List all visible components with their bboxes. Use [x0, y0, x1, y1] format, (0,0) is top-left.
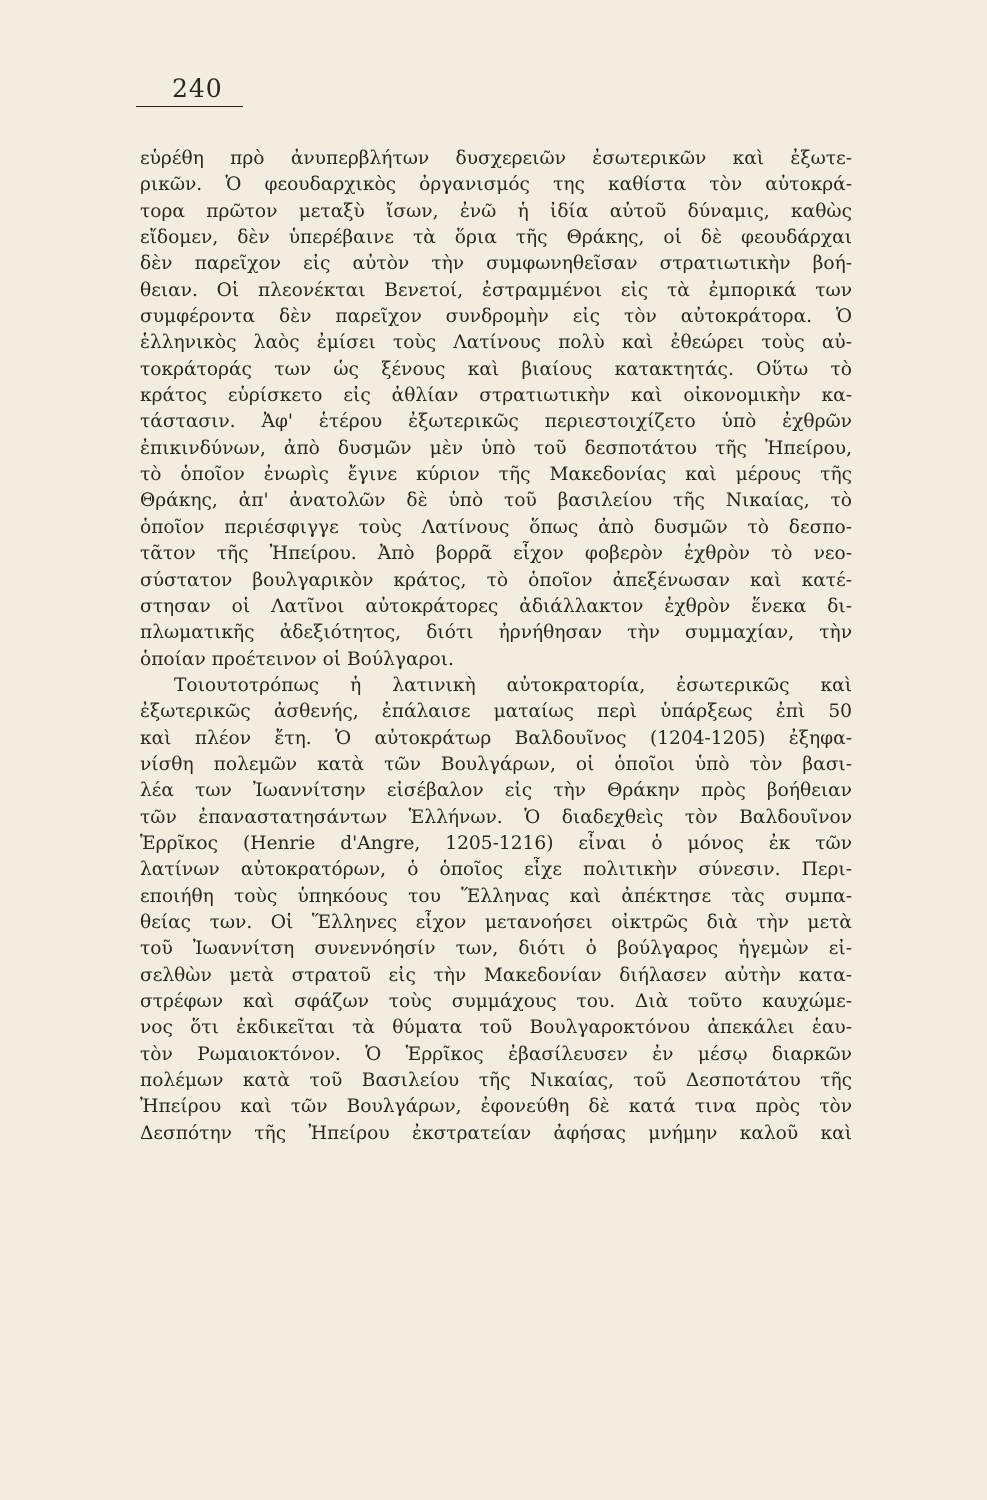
- text-line: λατίνων αὐτοκρατόρων, ὁ ὁποῖος εἶχε πολιτικὴν σύνεσιν. Περι-: [140, 859, 852, 881]
- text-line: στρέφων καὶ σφάζων τοὺς συμμάχους του. Διὰ τοῦτο καυχώμε-: [140, 991, 852, 1012]
- text-line: συμφέροντα δὲν παρεῖχον συνδρομὴν εἰς τὸν αὐτοκράτορα. Ὁ: [140, 306, 852, 328]
- text-line: λέα των Ἰωαννίτσην εἰσέβαλον εἰς τὴν Θράκην πρὸς βοήθειαν: [140, 780, 852, 802]
- text-line: Δεσπότην τῆς Ἠπείρου ἐκστρατείαν ἀφήσας μνήμην καλοῦ καὶ: [140, 1122, 852, 1144]
- text-line: ἑλληνικὸς λαὸς ἐμίσει τοὺς Λατίνους πολὺ καὶ ἐθεώρει τοὺς αὐ-: [140, 332, 852, 354]
- text-line: στησαν οἱ Λατῖνοι αὐτοκράτορες ἀδιάλλακτον ἐχθρὸν ἕνεκα δι-: [140, 595, 852, 617]
- text-line: ρικῶν. Ὁ φεουδαρχικὸς ὀργανισμός της καθίστα τὸν αὐτοκρά-: [140, 174, 852, 196]
- text-line: τορα πρῶτον μεταξὺ ἴσων, ἐνῶ ἡ ἰδία αὐτοῦ δύναμις, καθὼς: [140, 200, 852, 222]
- text-line: τάστασιν. Ἀφ' ἑτέρου ἐξωτερικῶς περιεστοιχίζετο ὑπὸ ἐχθρῶν: [140, 411, 852, 433]
- text-line: εὑρέθη πρὸ ἀνυπερβλήτων δυσχερειῶν ἐσωτερικῶν καὶ ἐξωτε-: [140, 148, 852, 169]
- text-line: Ἑρρῖκος (Henrie d'Angre, 1205-1216) εἶναι ὁ μόνος ἐκ τῶν: [140, 832, 852, 854]
- text-line: θείας των. Οἱ Ἕλληνες εἶχον μετανοήσει οἰκτρῶς διὰ τὴν μετὰ: [140, 911, 852, 933]
- text-line: εποιήθη τοὺς ὑπηκόους του Ἕλληνας καὶ ἀπέκτησε τὰς συμπα-: [140, 885, 852, 907]
- text-line: ὁποῖον περιέσφιγγε τοὺς Λατίνους ὅπως ἀπὸ δυσμῶν τὸ δεσπο-: [140, 516, 852, 538]
- text-line: θειαν. Οἱ πλεονέκται Βενετοί, ἐστραμμένοι εἰς τὰ ἐμπορικά των: [140, 279, 852, 301]
- text-line: κράτος εὑρίσκετο εἰς ἀθλίαν στρατιωτικὴν καὶ οἰκονομικὴν κα-: [140, 385, 852, 407]
- body-text: [140, 146, 852, 1147]
- text-line: καὶ πλέον ἔτη. Ὁ αὐτοκράτωρ Βαλδουῖνος (1204-1205) ἐξηφα-: [140, 727, 852, 749]
- text-line: νος ὅτι ἐκδικεῖται τὰ θύματα τοῦ Βουλγαροκτόνου ἀπεκάλει ἑαυ-: [140, 1017, 852, 1039]
- text-line: τὸν Ρωμαιοκτόνον. Ὁ Ἑρρῖκος ἐβασίλευσεν ἐν μέσῳ διαρκῶν: [140, 1043, 852, 1065]
- text-line: τοῦ Ἰωαννίτση συνεννόησίν των, διότι ὁ βούλγαρος ἡγεμὼν εἰ-: [140, 938, 852, 960]
- text-line: τὸ ὁποῖον ἐνωρὶς ἔγινε κύριον τῆς Μακεδονίας καὶ μέρους τῆς: [140, 464, 852, 486]
- text-line: δὲν παρεῖχον εἰς αὐτὸν τὴν συμφωνηθεῖσαν στρατιωτικὴν βοή-: [140, 253, 852, 275]
- text-line: Τοιουτοτρόπως ἡ λατινικὴ αὐτοκρατορία, ἐσωτερικῶς καὶ: [174, 674, 852, 696]
- text-line: σύστατον βουλγαρικὸν κράτος, τὸ ὁποῖον ἀπεξένωσαν καὶ κατέ-: [140, 569, 852, 591]
- text-line: Ἠπείρου καὶ τῶν Βουλγάρων, ἐφονεύθη δὲ κατά τινα πρὸς τὸν: [140, 1096, 852, 1118]
- text-line: ἐπικινδύνων, ἀπὸ δυσμῶν μὲν ὑπὸ τοῦ δεσποτάτου τῆς Ἠπείρου,: [140, 437, 852, 459]
- text-line: σελθὼν μετὰ στρατοῦ εἰς τὴν Μακεδονίαν διήλασεν αὐτὴν κατα-: [140, 964, 852, 986]
- page-number-rule: [136, 106, 243, 107]
- text-line: τοκράτοράς των ὡς ξένους καὶ βιαίους κατακτητάς. Οὕτω τὸ: [140, 358, 852, 380]
- text-line: πολέμων κατὰ τοῦ Βασιλείου τῆς Νικαίας, τοῦ Δεσποτάτου τῆς: [140, 1070, 852, 1092]
- text-line: νίσθη πολεμῶν κατὰ τῶν Βουλγάρων, οἱ ὁποῖοι ὑπὸ τὸν βασι-: [140, 753, 852, 775]
- text-line: πλωματικῆς ἀδεξιότητος, διότι ἠρνήθησαν τὴν συμμαχίαν, τὴν: [140, 622, 852, 644]
- page-number: 240: [172, 74, 223, 103]
- text-line: Θράκης, ἀπ' ἀνατολῶν δὲ ὑπὸ τοῦ βασιλείου τῆς Νικαίας, τὸ: [140, 490, 852, 512]
- text-line: εἴδομεν, δὲν ὑπερέβαινε τὰ ὅρια τῆς Θράκης, οἱ δὲ φεουδάρχαι: [140, 227, 852, 249]
- text-line: ὁποίαν προέτεινον οἱ Βούλγαροι.: [140, 648, 454, 670]
- text-line: τᾶτον τῆς Ἠπείρου. Ἀπὸ βορρᾶ εἶχον φοβερὸν ἐχθρὸν τὸ νεο-: [140, 543, 852, 565]
- text-line: ἐξωτερικῶς ἀσθενής, ἐπάλαισε ματαίως περὶ ὑπάρξεως ἐπὶ 50: [140, 701, 852, 723]
- text-line: τῶν ἐπαναστατησάντων Ἑλλήνων. Ὁ διαδεχθεὶς τὸν Βαλδουῖνον: [140, 806, 852, 828]
